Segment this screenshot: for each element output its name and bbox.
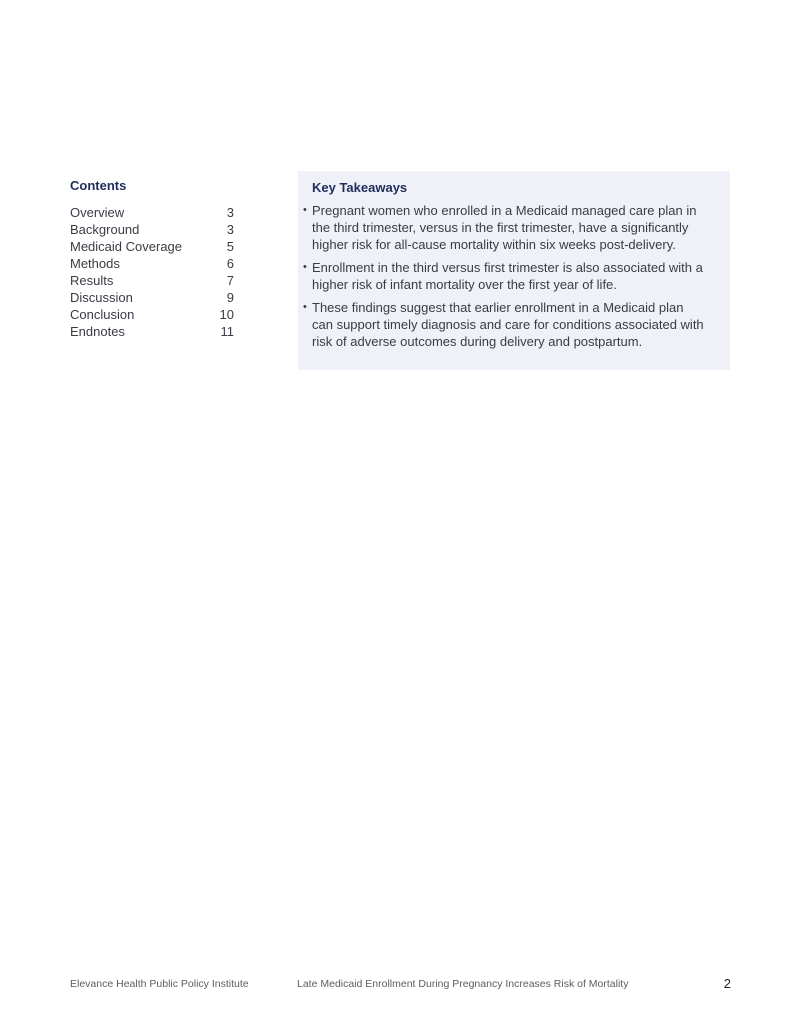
toc-item-label: Methods — [70, 256, 120, 271]
footer-organization: Elevance Health Public Policy Institute — [70, 978, 249, 990]
toc-item-discussion[interactable] — [70, 289, 234, 306]
key-takeaways-box — [298, 171, 730, 370]
toc-item-conclusion[interactable] — [70, 306, 234, 323]
toc-item-label: Results — [70, 273, 114, 288]
toc-item-label: Discussion — [70, 290, 133, 305]
takeaway-item — [303, 299, 706, 350]
contents-heading: Contents — [70, 178, 127, 193]
takeaway-item — [303, 259, 706, 293]
bullet-icon: • — [303, 301, 307, 313]
key-takeaways-list — [303, 202, 706, 350]
toc-item-overview[interactable] — [70, 204, 234, 221]
toc-item-background[interactable] — [70, 221, 234, 238]
toc-item-endnotes[interactable] — [70, 323, 234, 340]
bullet-icon: • — [303, 261, 307, 273]
toc-item-page: 9 — [226, 290, 234, 305]
footer-report-title: Late Medicaid Enrollment During Pregnancy Increases Risk of Mortality — [297, 978, 629, 990]
toc-item-label: Background — [70, 222, 140, 237]
toc-item-page: 3 — [226, 205, 234, 220]
page-number: 2 — [723, 976, 731, 991]
takeaway-text: These findings suggest that earlier enrollment in a Medicaid plan can support timely diagnosis and care for conditions associated with risk of adverse outcomes during delivery and postpartum. — [312, 300, 704, 349]
toc-item-label: Conclusion — [70, 307, 135, 322]
toc-item-page: 11 — [220, 324, 234, 339]
toc-item-page: 10 — [219, 307, 234, 322]
toc-item-label: Medicaid Coverage — [70, 239, 183, 254]
takeaway-text: Enrollment in the third versus first trimester is also associated with a higher risk of infant mortality over the first year of life. — [312, 260, 703, 292]
takeaway-text: Pregnant women who enrolled in a Medicaid managed care plan in the third trimester, versus in the first trimester, have a significantly higher risk for all-cause mortality within six weeks post-delivery. — [312, 203, 697, 252]
table-of-contents — [70, 178, 234, 340]
toc-item-page: 5 — [226, 239, 234, 254]
takeaway-item — [303, 202, 706, 253]
bullet-icon: • — [303, 204, 307, 216]
toc-item-page: 3 — [226, 222, 234, 237]
toc-item-page: 7 — [226, 273, 234, 288]
page-footer — [70, 977, 731, 993]
toc-list — [70, 204, 234, 340]
toc-item-methods[interactable] — [70, 255, 234, 272]
toc-item-medicaid-coverage[interactable] — [70, 238, 234, 255]
toc-item-label: Overview — [70, 205, 125, 220]
key-takeaways-heading: Key Takeaways — [312, 180, 408, 195]
toc-item-results[interactable] — [70, 272, 234, 289]
toc-item-label: Endnotes — [70, 324, 125, 339]
toc-item-page: 6 — [226, 256, 234, 271]
